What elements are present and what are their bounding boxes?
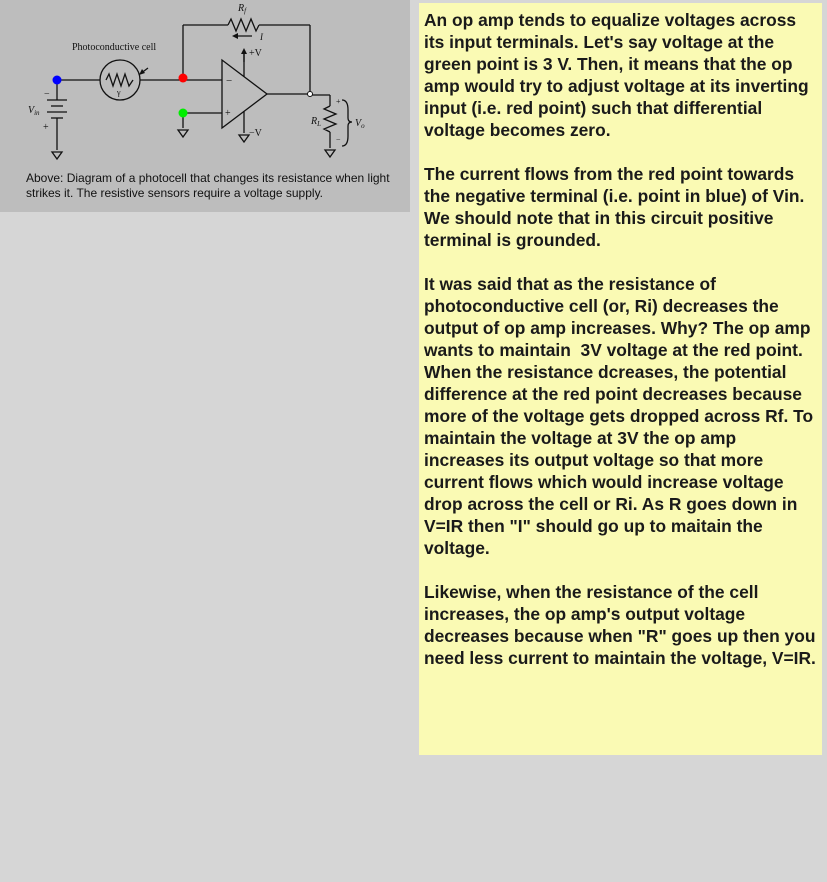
feedback-resistor-symbol — [228, 19, 259, 31]
plus-v-label: +V — [249, 48, 262, 59]
vin-label: $V_{in}$ — [28, 105, 40, 117]
paragraph-resistance-increases: Likewise, when the resistance of the cell increases, the op amp's output voltage decreases because when "R" goes up then you need less current to maintain the voltage, V=IR. — [424, 582, 821, 668]
paragraph-current-flow: The current flows from the red point towards the negative terminal (i.e. point in blue) of Vin. We should note that in this circuit positive terminal is grounded. — [424, 164, 810, 250]
red-point — [179, 74, 188, 83]
figure-caption: Above: Diagram of a photocell that changes its resistance when light strikes it. The resistive sensors require a voltage supply. — [26, 171, 390, 200]
rl-minus-label: − — [336, 135, 341, 144]
rf-label: $R_f$ — [238, 3, 247, 15]
load-resistor-symbol — [324, 106, 336, 132]
opamp-plus-label: + — [225, 108, 231, 119]
minus-v-label: −V — [249, 128, 262, 139]
ground-symbol — [239, 135, 249, 142]
ground-symbol — [325, 150, 335, 157]
explanation-panel — [419, 3, 822, 755]
battery-minus-label: − — [44, 89, 50, 100]
gamma-label: γ — [117, 88, 121, 97]
ground-symbol — [178, 130, 188, 137]
opamp-minus-label: − — [226, 75, 233, 87]
photocell-label: Photoconductive cell — [72, 42, 157, 53]
paragraph-resistance-decreases: It was said that as the resistance of photoconductive cell (or, Ri) decreases the output of op amp increases. Why? The op amp wants to maintain 3V voltage at the red point. When the resistance dcreases, the potential difference at the red point decreases because more of the voltage gets dropped across Rf. To maintain the voltage at 3V the op amp increases its output voltage so that more current flows which would increase voltage drop across the cell or Ri. As R goes down in V=IR then "I" should go up to maitain the voltage. — [424, 274, 818, 558]
ground-symbol — [52, 152, 62, 159]
blue-point — [53, 76, 62, 85]
paragraph-equalize-voltages: An op amp tends to equalize voltages across its input terminals. Let's say voltage at the green point is 3 V. Then, it means that the op amp would try to adjust voltage at its inverting input (i.e. red point) such that differential voltage becomes zero. — [424, 10, 814, 140]
green-point — [179, 109, 188, 118]
rl-label: $R_L$ — [311, 116, 322, 128]
battery-plus-label: + — [43, 122, 49, 133]
vo-label: $V_o$ — [355, 118, 365, 130]
circuit-figure-panel — [0, 0, 410, 212]
current-label: I — [260, 32, 263, 42]
photocell-circuit-diagram — [0, 0, 410, 168]
rl-plus-label: + — [336, 97, 341, 106]
